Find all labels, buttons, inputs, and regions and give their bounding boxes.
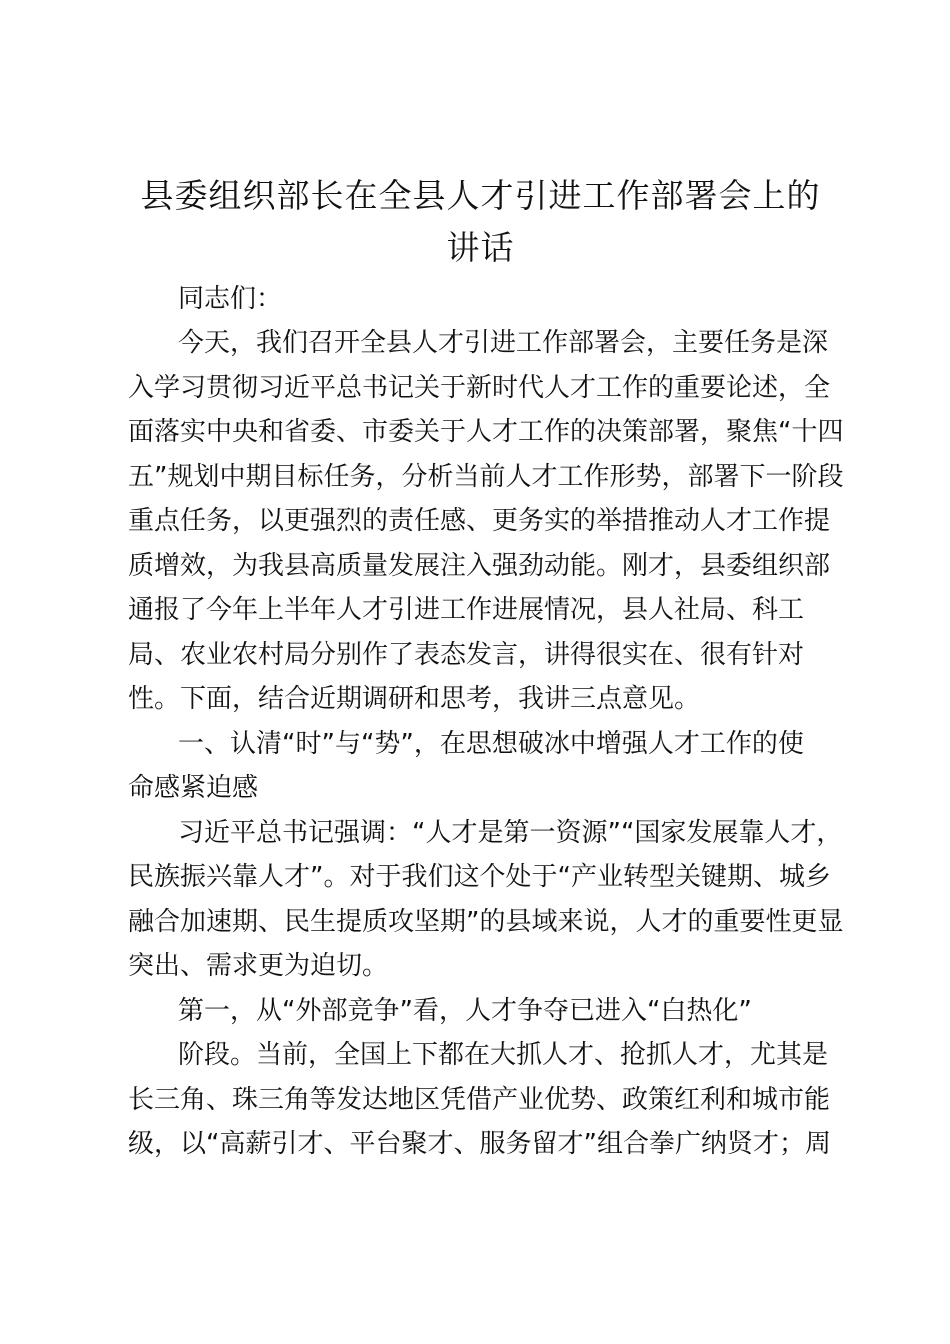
text-line: 长三角、珠三角等发达地区凭借产业优势、政策红利和城市能	[128, 1085, 831, 1115]
text-line: 面落实中央和省委、市委关于人才工作的决策部署，聚焦“十四	[128, 417, 844, 447]
text-line: 民族振兴靠人才”。对于我们这个处于“产业转型关键期、城乡	[128, 862, 831, 892]
text-line: 性。下面，结合近期调研和思考，我讲三点意见。	[128, 684, 701, 714]
text-line: 级，以“高薪引才、平台聚才、服务留才”组合拳广纳贤才；周	[128, 1129, 831, 1159]
text-line: 质增效，为我县高质量发展注入强劲动能。刚才，县委组织部	[128, 551, 831, 581]
text-line: 五”规划中期目标任务，分析当前人才工作形势，部署下一阶段	[128, 462, 844, 492]
text-line: 习近平总书记强调：“人才是第一资源”“国家发展靠人才，	[178, 818, 843, 848]
text-line: 重点任务，以更强烈的责任感、更务实的举措推动人才工作提	[128, 506, 831, 536]
text-line: 突出、需求更为迫切。	[128, 951, 389, 981]
document-title: 县委组织部长在全县人才引进工作部署会上的讲话	[140, 176, 821, 267]
text-line: 局、农业农村局分别作了表态发言，讲得很实在、很有针对	[128, 640, 805, 670]
text-line: 通报了今年上半年人才引进工作进展情况，县人社局、科工	[128, 595, 805, 625]
salutation: 同志们：	[178, 284, 283, 314]
text-line: 入学习贯彻习近平总书记关于新时代人才工作的重要论述，全	[128, 373, 831, 403]
text-line: 阶段。当前，全国上下都在大抓人才、抢抓人才，尤其是	[178, 1040, 829, 1070]
section-heading: 命感紧迫感	[128, 773, 259, 803]
section-heading: 一、认清“时”与“势”，在思想破冰中增强人才工作的使	[178, 729, 804, 759]
subheading: 第一，从“外部竞争”看，人才争夺已进入“白热化”	[178, 996, 752, 1026]
text-line: 融合加速期、民生提质攻坚期”的县域来说，人才的重要性更显	[128, 907, 844, 937]
text-line: 今天，我们召开全县人才引进工作部署会，主要任务是深	[178, 328, 829, 358]
